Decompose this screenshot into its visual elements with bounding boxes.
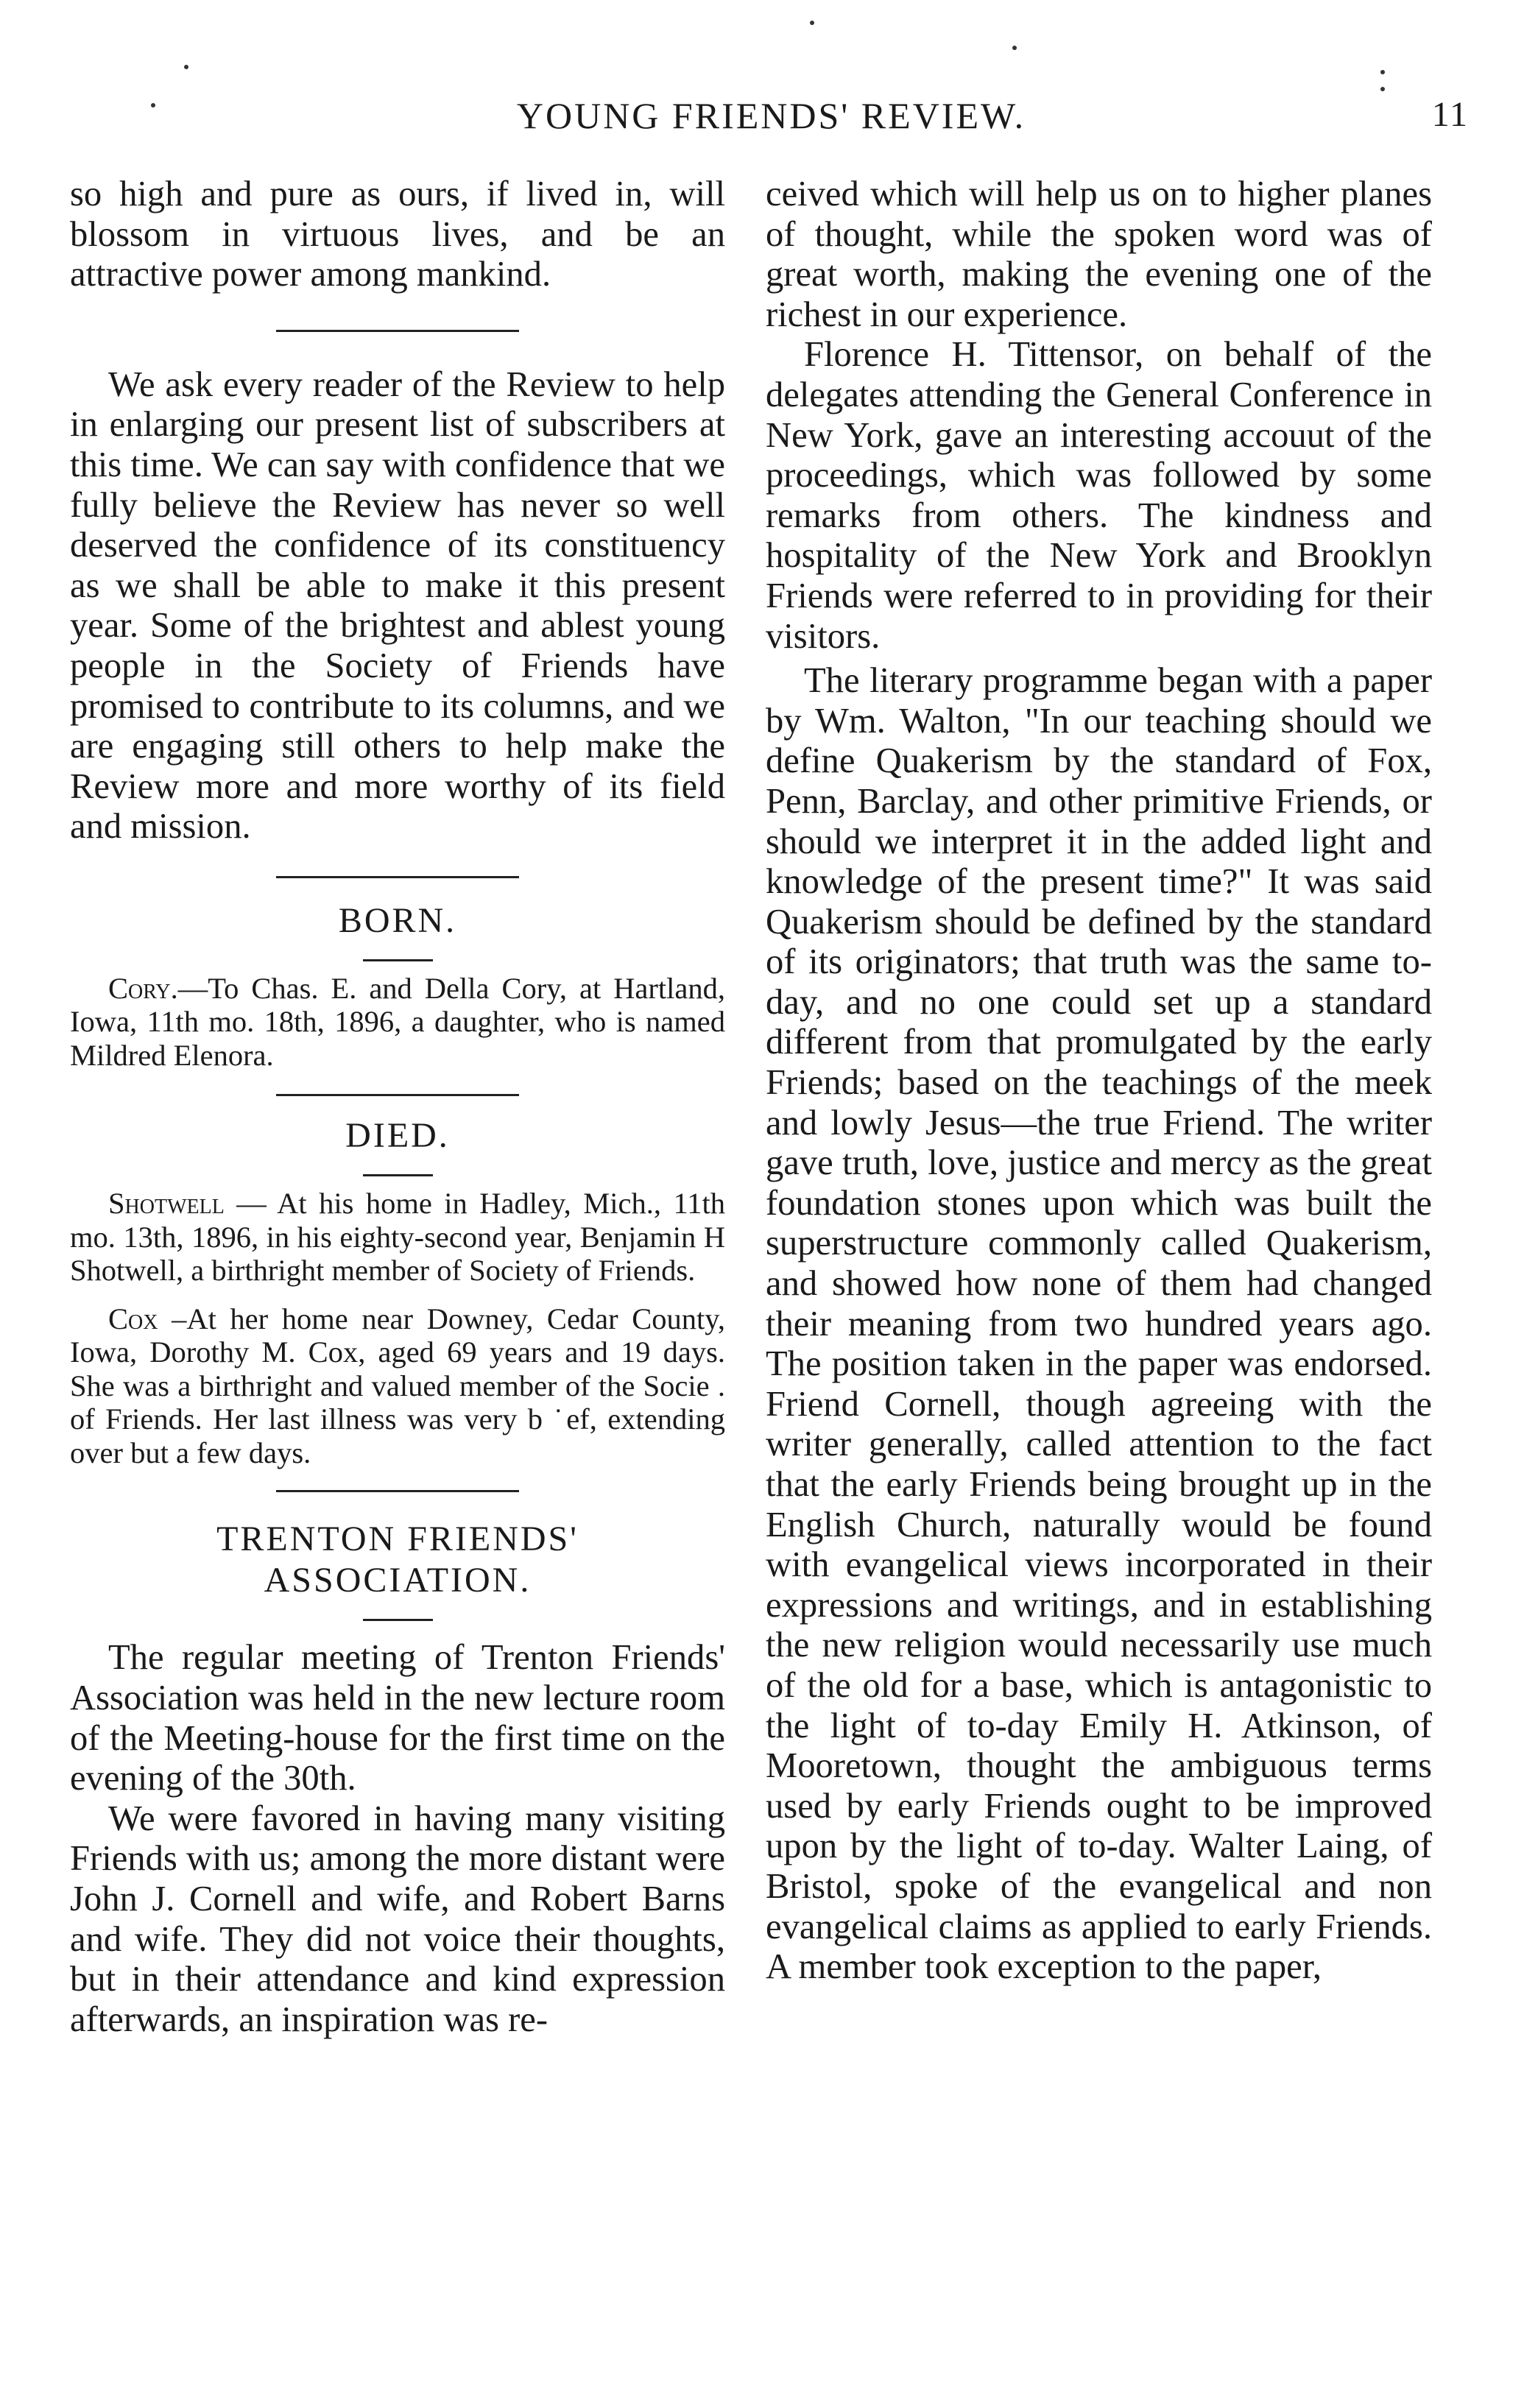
paragraph: We were favored in having many visiting Friends with us; among the more distant were John J. Cornell and wife, and Robert Barns and wife. They did not voice their thoughts, but in their attendance and kind expression afterwards, an inspiration was re- — [70, 1798, 725, 2039]
death-notice — [70, 1187, 725, 1288]
journal-title: YOUNG FRIENDS' REVIEW. — [516, 95, 1026, 136]
right-column — [766, 174, 1432, 1987]
paragraph: The regular meeting of Trenton Friends' Association was held in the new lecture room of the Meeting-house for the first time on the evening of the 30th. — [70, 1637, 725, 1798]
notice-text: —To Chas. E. and Della Cory, at Hartland, Iowa, 11th mo. 18th, 1896, a daughter, who is named Mildred Elenora. — [70, 971, 725, 1072]
birth-notice — [70, 972, 725, 1073]
print-speck — [1380, 87, 1385, 91]
running-header — [70, 94, 1472, 146]
print-speck — [184, 65, 188, 69]
page-number: 11 — [1431, 95, 1469, 134]
divider — [276, 1094, 519, 1096]
print-speck — [1012, 46, 1017, 50]
paragraph: We ask every reader of the Review to help in enlarging our present list of subscribers at this time. We can say with confidence that we fully believe the Review has never so well deserved the confidence of its constituency as we shall be able to make it this present year. Some of the brightest and ablest young people in the Society of Friends have promised to contribute to its columns, and we are engaging still others to help make the Review more and more worthy of its field and mission. — [70, 364, 725, 847]
divider — [363, 1174, 433, 1176]
death-notice — [70, 1302, 725, 1470]
print-speck — [810, 21, 814, 25]
left-column — [70, 174, 725, 2039]
paragraph: Florence H. Tittensor, on behalf of the delegates attending the General Conference in New York, gave an interesting accouut of the proceedings, which was followed by some remarks from others. The kindness and hospitality of the New York and Brooklyn Friends were referred to in providing for their visitors. — [766, 334, 1432, 656]
divider — [276, 330, 519, 332]
divider — [363, 959, 433, 961]
section-heading: TRENTON FRIENDS' ASSOCIATION. — [216, 1519, 579, 1600]
notice-name: Shotwell — [108, 1187, 225, 1221]
notice-text: — At his home in Hadley, Mich., 11th mo. 13th, 1896, in his eighty-second year, Benjamin H Shotwell, a birthright member of Society of Friends. — [70, 1187, 725, 1288]
notice-name: Cory. — [108, 971, 178, 1005]
divider — [276, 1490, 519, 1492]
paragraph: ceived which will help us on to higher planes of thought, while the spoken word was of great worth, making the evening one of the richest in our experience. — [766, 174, 1432, 334]
print-speck — [1380, 70, 1385, 74]
paragraph: The literary programme began with a paper by Wm. Walton, "In our teaching should we define Quakerism by the standard of Fox, Penn, Barclay, and other primitive Friends, or should we interpret it in the added light and knowledge of the present time?" It was said Quakerism should be defined by the standard of its originators; that truth was the same to-day, and no one could set up a standard different from that promulgated by the early Friends; based on the teachings of the meek and lowly Jesus—the true Friend. The writer gave truth, love, justice and mercy as the great foundation stones upon which was built the superstructure commonly called Quakerism, and showed how none of them had changed their meaning from two hundred years ago. The position taken in the paper was endorsed. Friend Cornell, though agreeing with the writer generally, called attention to the fact that the early Friends being brought up in the English Church, naturally would be found with evangelical views incorporated in their expressions and writings, and in establishing the new religion would necessarily use much of the old for a base, which is antagonistic to the light of to-day Emily H. Atkinson, of Mooretown, thought the ambiguous terms used by early Friends ought to be improved upon by the light of to-day. Walter Laing, of Bristol, spoke of the evangelical and non evangelical claims as applied to early Friends. A member took exception to the paper, — [766, 660, 1432, 1987]
divider — [363, 1619, 433, 1621]
born-heading: BORN. — [338, 900, 457, 940]
notice-name: Cox — [108, 1302, 158, 1335]
died-heading: DIED. — [345, 1116, 450, 1156]
divider — [276, 876, 519, 878]
paragraph: so high and pure as ours, if lived in, will blossom in virtuous lives, and be an attractive power among mankind. — [70, 174, 725, 294]
notice-text: –At her home near Downey, Cedar County, Iowa, Dorothy M. Cox, aged 69 years and 19 days. She was a birthright and valued member of the Socie . of Friends. Her last illness was very b ˙ef, extending over but a few days. — [70, 1302, 725, 1469]
